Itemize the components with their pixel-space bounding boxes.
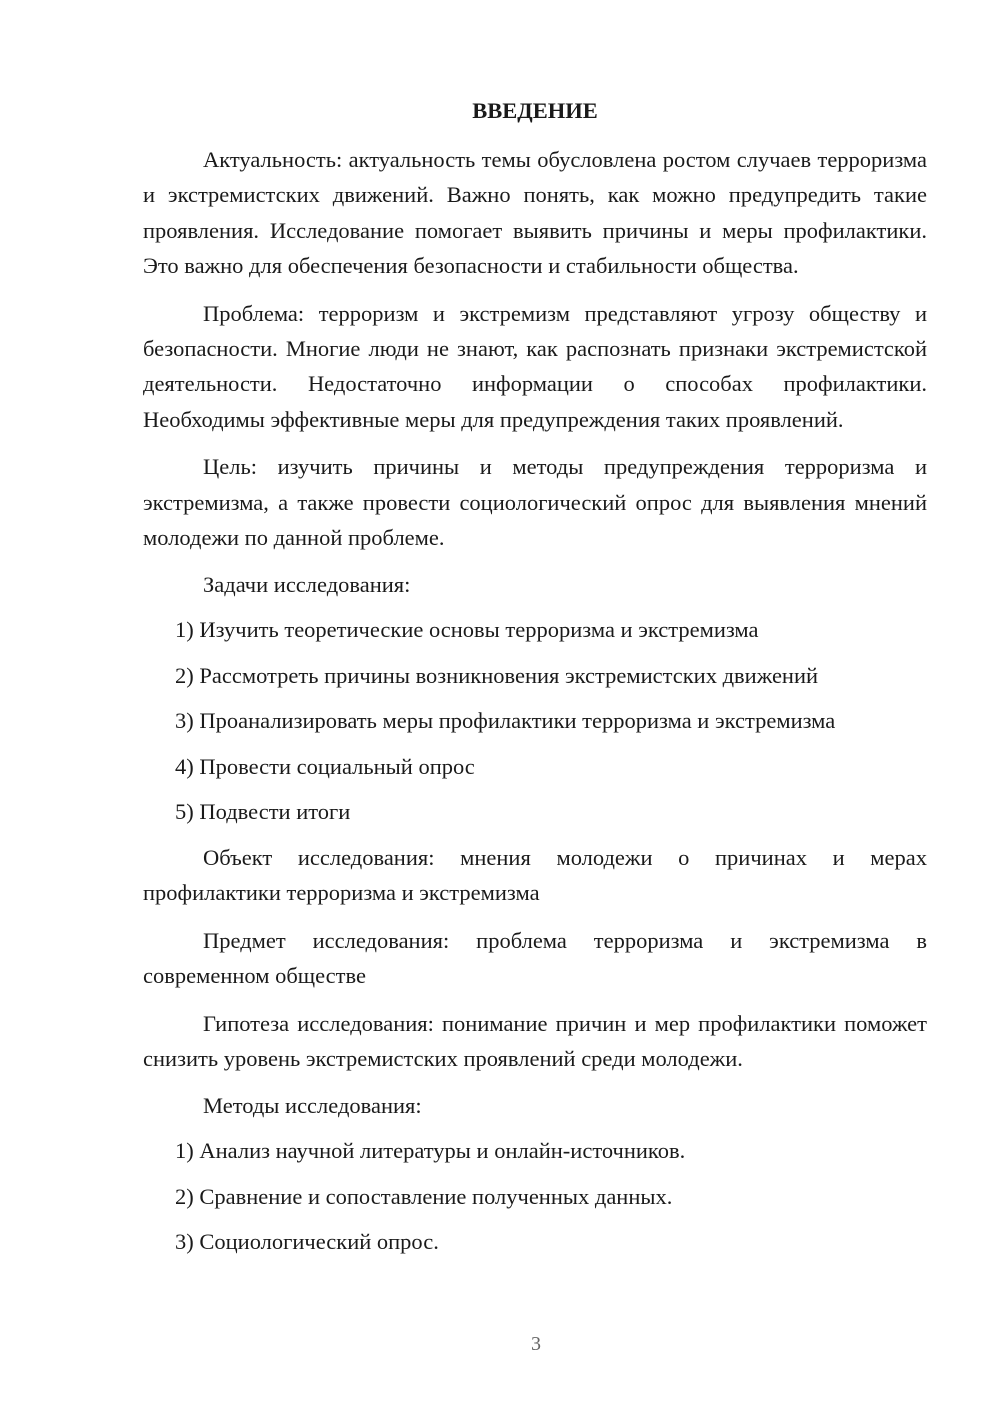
method-item: 3) Социологический опрос. (175, 1229, 439, 1255)
task-item: 2) Рассмотреть причины возникновения экстремистских движений (175, 662, 819, 688)
page-content (143, 94, 927, 1270)
methods-list (143, 1133, 927, 1259)
tasks-list (143, 612, 927, 829)
task-item: 5) Подвести итоги (175, 799, 351, 825)
subject-paragraph: Предмет исследования: проблема терроризма и экстремизма в современном обществе (143, 927, 927, 989)
object-paragraph: Объект исследования: мнения молодежи о причинах и мерах профилактики терроризма и экстремизма (143, 844, 927, 906)
tasks-label: Задачи исследования: (203, 572, 411, 598)
page-number: 3 (531, 1333, 541, 1355)
method-item: 1) Анализ научной литературы и онлайн-источников. (175, 1138, 686, 1164)
problem-paragraph: Проблема: терроризм и экстремизм представляют угрозу обществу и безопасности. Многие люди не знают, как распознать признаки экстремистской деятельности. Недостаточно информации о способах профилактики. Необходимы эффективные меры для предупреждения таких проявлений. (143, 300, 927, 432)
method-item: 2) Сравнение и сопоставление полученных данных. (175, 1183, 673, 1209)
section-heading: ВВЕДЕНИЕ (472, 98, 598, 123)
task-item: 4) Провести социальный опрос (175, 753, 475, 779)
hypothesis-paragraph: Гипотеза исследования: понимание причин и мер профилактики поможет снизить уровень экстремистских проявлений среди молодежи. (143, 1010, 927, 1071)
methods-label: Методы исследования: (203, 1093, 422, 1119)
task-item: 1) Изучить теоретические основы терроризма и экстремизма (175, 617, 759, 643)
relevance-paragraph: Актуальность: актуальность темы обусловлена ростом случаев терроризма и экстремистских движений. Важно понять, как можно предупредить такие проявления. Исследование помогает выявить причины и меры профилактики. Это важно для обеспечения безопасности и стабильности общества. (143, 147, 927, 279)
goal-paragraph: Цель: изучить причины и методы предупреждения терроризма и экстремизма, а также провести социологический опрос для выявления мнений молодежи по данной проблеме. (143, 454, 927, 551)
task-item: 3) Проанализировать меры профилактики терроризма и экстремизма (175, 708, 836, 734)
